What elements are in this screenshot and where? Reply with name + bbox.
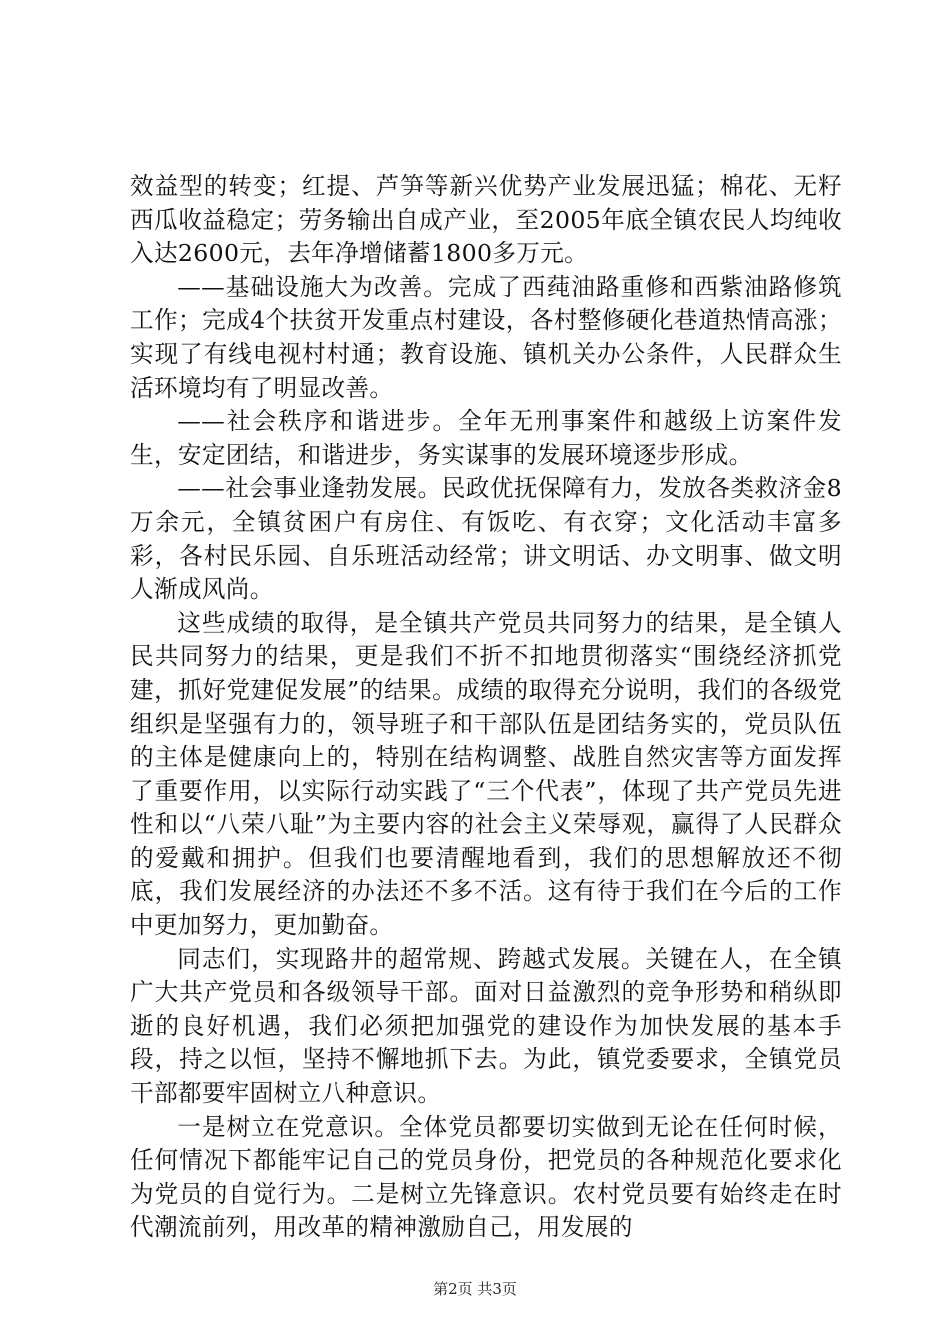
paragraph-social-affairs: ——社会事业逢勃发展。民政优抚保障有力，发放各类救济金8万余元，全镇贫困户有房住、有饭吃、有衣穿；文化活动丰富多彩，各村民乐园、自乐班活动经常；讲文明话、办文明事、做文明人渐成风尚。 bbox=[130, 474, 842, 604]
paragraph-infrastructure: ——基础设施大为改善。完成了西莼油路重修和西紫油路修筑工作；完成4个扶贫开发重点村建设，各村整修硬化巷道热情高涨；实现了有线电视村村通；教育设施、镇机关办公条件，人民群众生活环境均有了明显改善。 bbox=[130, 272, 842, 402]
paragraph-achievements: 这些成绩的取得，是全镇共产党员共同努力的结果，是全镇人民共同努力的结果，更是我们不折不扣地贯彻落实“围绕经济抓党建，抓好党建促发展”的结果。成绩的取得充分说明，我们的各级党组织是坚强有力的，领导班子和干部队伍是团结务实的，党员队伍的主体是健康向上的，特别在结构调整、战胜自然灾害等方面发挥了重要作用，以实际行动实践了“三个代表”，体现了共产党员先进性和以“八荣八耻”为主要内容的社会主义荣辱观，赢得了人民群众的爱戴和拥护。但我们也要清醒地看到，我们的思想解放还不彻底，我们发展经济的办法还不多不活。这有待于我们在今后的工作中更加努力，更加勤奋。 bbox=[130, 608, 842, 940]
document-body bbox=[130, 170, 842, 1245]
paragraph-social-order: ——社会秩序和谐进步。全年无刑事案件和越级上访案件发生，安定团结，和谐进步，务实谋事的发展环境逐步形成。 bbox=[130, 407, 842, 469]
paragraph-comrades: 同志们，实现路井的超常规、跨越式发展。关键在人，在全镇广大共产党员和各级领导干部。面对日益激烈的竞争形势和稍纵即逝的良好机遇，我们必须把加强党的建设作为加快发展的基本手段，持之以恒，坚持不懈地抓下去。为此，镇党委要求，全镇党员干部都要牢固树立八种意识。 bbox=[130, 944, 842, 1108]
paragraph-continuation: 效益型的转变；红提、芦笋等新兴优势产业发展迅猛；棉花、无籽西瓜收益稳定；劳务输出自成产业，至2005年底全镇农民人均纯收入达2600元，去年净增储蓄1800多万元。 bbox=[130, 172, 842, 268]
paragraph-party-awareness: 一是树立在党意识。全体党员都要切实做到无论在任何时候，任何情况下都能牢记自己的党员身份，把党员的各种规范化要求化为党员的自觉行为。二是树立先锋意识。农村党员要有始终走在时代潮流前列，用改革的精神激励自己，用发展的 bbox=[130, 1112, 842, 1242]
page-footer: 第2页 共3页 bbox=[433, 1280, 517, 1298]
